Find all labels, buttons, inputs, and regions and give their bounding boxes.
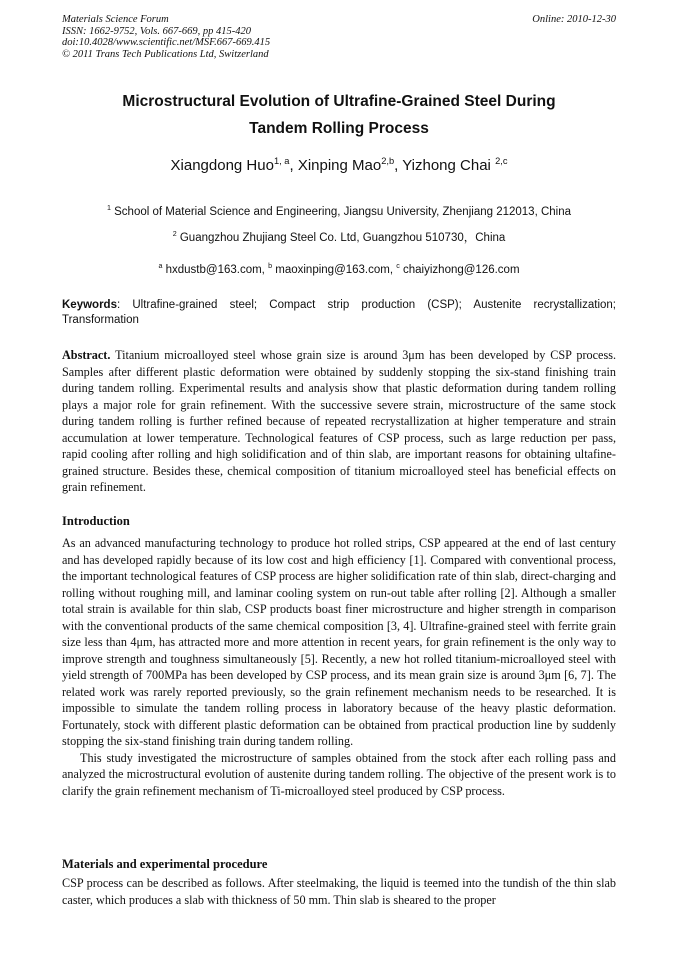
email-line: [62, 264, 616, 276]
author-list: [62, 157, 616, 174]
materials-paragraph-1: CSP process can be described as follows. After steelmaking, the liquid is teemed into the tundish of the thin slab caster, which produces a slab with thickness of 50 mm. Thin slab is sheared to the proper: [62, 876, 616, 907]
intro-paragraph-2: This study investigated the microstructure of samples obtained from the stock after each rolling pass and analyzed the microstructural evolution of austenite during tandem rolling. The objective of the present work is to clarify the grain refinement mechanism of Ti-microalloyed steel produced by CSP process.: [62, 750, 616, 798]
author-sup: 1, a: [273, 156, 290, 166]
author-name: Xinping Mao: [297, 157, 382, 174]
email-c-sup: c: [396, 262, 400, 271]
email-a: hxdustb@163.com,: [165, 264, 269, 276]
email-b: maoxinping@163.com,: [275, 264, 397, 276]
introduction-body: [62, 535, 616, 799]
author-sup: 2,b: [381, 156, 395, 166]
affiliation-2-text: Guangzhou Zhujiang Steel Co. Ltd, Guangzhou 510730，China: [179, 232, 506, 244]
author-name: Yizhong Chai: [402, 157, 496, 174]
doi-line: doi:10.4028/www.scientific.net/MSF.667-669.415: [62, 37, 271, 48]
abstract: [62, 347, 616, 496]
journal-header: [62, 14, 616, 60]
journal-name: Materials Science Forum: [62, 14, 169, 25]
author-separator: ,: [394, 157, 403, 174]
email-c: chaiyizhong@126.com: [403, 264, 520, 276]
copyright-line: © 2011 Trans Tech Publications Ltd, Switzerland: [62, 48, 269, 60]
abstract-text: Titanium microalloyed steel whose grain size is around 3μm has been developed by CSP process. Samples after different plastic deformation were obtained by suddenly stopping the six-stand finishing train during tandem rolling. Experimental results and analysis show that plastic deformation during tandem rolling plays a major role for grain refinement. With the successive severe strain, microstructure of the same stock during tandem rolling is further refined because of repeated recrystallization at higher temperature and strain accumulation at lower temperature. Technological features of CSP process, such as large reduction per pass, rapid cooling after rolling and high solidification and of thin slab, are important reasons for obtaining ultafine-grained structure. Besides these, chemical composition of titanium microalloyed steel has beneficial effects on grain refinement.: [62, 348, 616, 494]
intro-paragraph-1: As an advanced manufacturing technology to produce hot rolled strips, CSP appeared at the end of last century and has developed rapidly because of its low cost and high efficiency [1]. Compared with conventional process, the important technological features of CSP process are higher solidification rate of thin slab, direct-charging and rolling without roughing mill, and laminar cooling system on run-out table after rolling [2]. Although a smaller total strain is available for thin slab, CSP products boast finer microstructure and higher strength in comparison with the conventional products of the same chemical composition [3, 4]. Ultrafine-grained steel with ferrite grain size less than 4μm, has attracted more and more attention in recent years, for grain refinement is the only way to improve strength and toughness simultaneously [5]. Recently, a new hot rolled titanium-microalloyed steel with yield strength of 700MPa has been developed by CSP process, and its mean grain size is around 3μm [6, 7]. The related work was rarely reported previously, so the grain refinement mechanism needs to be researched. It is impossible to simulate the tandem rolling process in laboratory because of the heavy plastic deformation. Fortunately, stock with different plastic deformation can be obtained from practical production line by suddenly stopping the six-stand finishing train during tandem rolling.: [62, 536, 616, 748]
affiliation-1-text: School of Material Science and Engineering, Jiangsu University, Zhenjiang 212013, China: [114, 206, 572, 218]
affiliation-2: [62, 229, 616, 245]
affiliation-1: [62, 206, 616, 218]
issn-line: ISSN: 1662-9752, Vols. 667-669, pp 415-420: [62, 25, 251, 37]
author-separator: ,: [289, 157, 298, 174]
materials-body: [62, 875, 616, 908]
author-sup: 2,c: [495, 156, 508, 166]
title-line-1: Microstructural Evolution of Ultrafine-Grained Steel During: [122, 93, 556, 110]
paper-title: [62, 88, 616, 142]
author-name: Xiangdong Huo: [170, 157, 274, 174]
online-date: Online: 2010-12-30: [532, 14, 616, 25]
keywords-text: : Ultrafine-grained steel; Compact strip production (CSP); Austenite recrystallization; Transformation: [62, 299, 616, 326]
affiliation-2-number: 2: [172, 230, 177, 239]
keywords: [62, 298, 616, 328]
email-b-sup: b: [268, 262, 273, 271]
title-line-2: Tandem Rolling Process: [249, 120, 429, 137]
abstract-label: Abstract.: [62, 348, 111, 362]
affiliation-1-number: 1: [106, 204, 111, 213]
keywords-label: Keywords: [62, 299, 117, 311]
email-a-sup: a: [158, 262, 163, 271]
introduction-heading: Introduction: [62, 514, 130, 528]
materials-heading: Materials and experimental procedure: [62, 857, 268, 871]
